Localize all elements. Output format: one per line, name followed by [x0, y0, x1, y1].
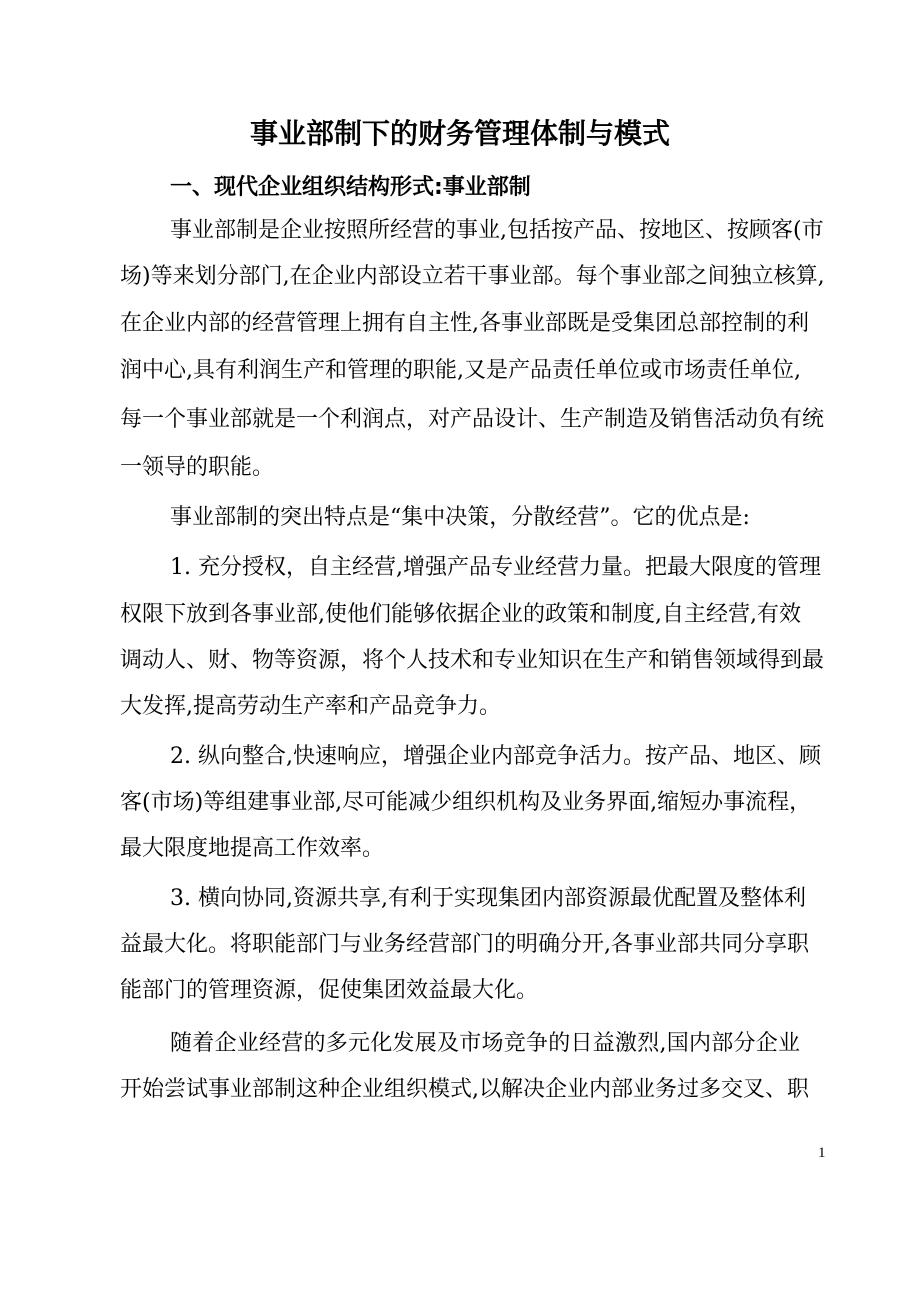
paragraph-line: 事业部制是企业按照所经营的事业,包括按产品、按地区、按顾客(市 — [170, 218, 824, 243]
paragraph-line: 润中心,具有利润生产和管理的职能,又是产品责任单位或市场责任单位, — [120, 358, 801, 383]
list-item-line: 最大限度地提高工作效率。 — [120, 836, 385, 861]
list-item-line: 大发挥,提高劳动生产率和产品竞争力。 — [120, 694, 501, 719]
page-number: 1 — [818, 1145, 826, 1161]
paragraph-line: 开始尝试事业部制这种企业组织模式,以解决企业内部业务过多交叉、职 — [120, 1077, 809, 1102]
section-heading: 一、现代企业组织结构形式:事业部制 — [170, 175, 531, 200]
list-item-line: 能部门的管理资源，促使集团效益最大化。 — [120, 978, 539, 1003]
list-item-line: 1. 充分授权，自主经营,增强产品专业经营力量。把最大限度的管理 — [170, 555, 821, 580]
paragraph-line: 事业部制的突出特点是“集中决策，分散经营”。它的优点是: — [170, 505, 750, 530]
paragraph-line: 每一个事业部就是一个利润点，对产品设计、生产制造及销售活动负有统 — [120, 407, 825, 432]
list-item-line: 权限下放到各事业部,使他们能够依据企业的政策和制度,自主经营,有效 — [120, 602, 801, 627]
list-item-line: 客(市场)等组建事业部,尽可能减少组织机构及业务界面,缩短办事流程， — [120, 790, 812, 815]
list-item-line: 2. 纵向整合,快速响应，增强企业内部竞争活力。按产品、地区、顾 — [170, 744, 821, 769]
list-item-line: 3. 横向协同,资源共享,有利于实现集团内部资源最优配置及整体利 — [170, 886, 806, 911]
list-item-line: 调动人、财、物等资源，将个人技术和专业知识在生产和销售领域得到最 — [120, 648, 825, 673]
paragraph-line: 在企业内部的经营管理上拥有自主性,各事业部既是受集团总部控制的利 — [120, 311, 809, 336]
paragraph-line: 一领导的职能。 — [120, 455, 275, 480]
paragraph-line: 场)等来划分部门,在企业内部设立若干事业部。每个事业部之间独立核算, — [120, 264, 825, 289]
document-title: 事业部制下的财务管理体制与模式 — [249, 117, 670, 150]
list-item-line: 益最大化。将职能部门与业务经营部门的明确分开,各事业部共同分享职 — [120, 932, 809, 957]
paragraph-line: 随着企业经营的多元化发展及市场竞争的日益激烈,国内部分企业 — [170, 1031, 800, 1056]
